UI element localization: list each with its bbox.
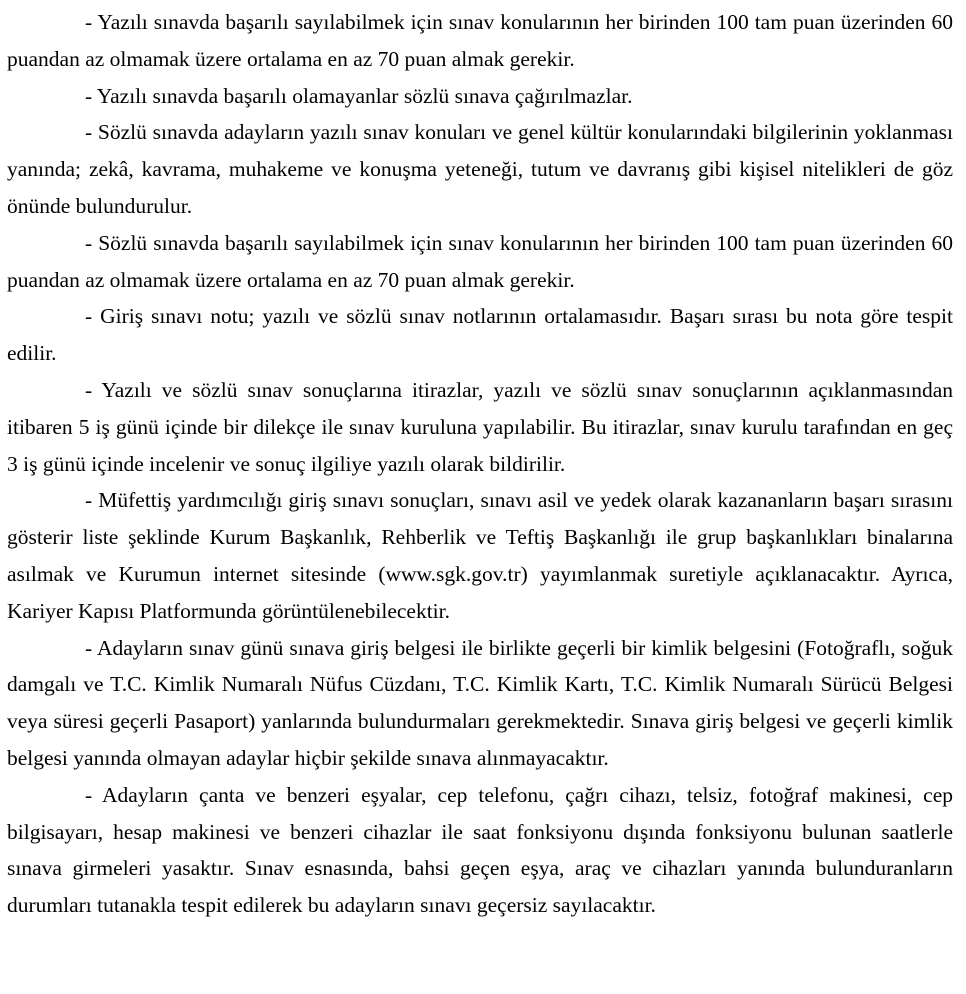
paragraph-oral-exam-evaluation: - Sözlü sınavda adayların yazılı sınav konuları ve genel kültür konularındaki bilgilerinin yoklanması yanında; zekâ, kavrama, muhakeme ve konuşma yeteneği, tutum ve davranış gibi kişisel nitelikleri de göz önünde bulundurulur.: [7, 120, 953, 218]
paragraph-entrance-exam-grade: - Giriş sınavı notu; yazılı ve sözlü sınav notlarının ortalamasıdır. Başarı sırası bu nota göre tespit edilir.: [7, 304, 953, 366]
paragraph-results-announcement: - Müfettiş yardımcılığı giriş sınavı sonuçları, sınavı asil ve yedek olarak kazananların başarı sırasını gösterir liste şeklinde Kurum Başkanlık, Rehberlik ve Teftiş Başkanlığı ile grup başkanlıkları binalarına asılmak ve Kurumun internet sitesinde (www.sgk.gov.tr) yayımlanmak suretiyle açıklanacaktır. Ayrıca, Kariyer Kapısı Platformunda görüntülenebilecektir.: [7, 488, 953, 623]
paragraph-written-exam-passing-score: - Yazılı sınavda başarılı sayılabilmek için sınav konularının her birinden 100 tam puan üzerinden 60 puandan az olmamak üzere ortalama en az 70 puan almak gerekir.: [7, 10, 953, 71]
paragraph-identity-documents: - Adayların sınav günü sınava giriş belgesi ile birlikte geçerli bir kimlik belgesini (Fotoğraflı, soğuk damgalı ve T.C. Kimlik Numaralı Nüfus Cüzdanı, T.C. Kimlik Kartı, T.C. Kimlik Numaralı Sürücü Belgesi veya süresi geçerli Pasaport) yanlarında bulundurmaları gerekmektedir. Sınava giriş belgesi ve geçerli kimlik belgesi yanında olmayan adaylar hiçbir şekilde sınava alınmayacaktır.: [7, 635, 953, 770]
paragraph-prohibited-items: - Adayların çanta ve benzeri eşyalar, cep telefonu, çağrı cihazı, telsiz, fotoğraf makinesi, cep bilgisayarı, hesap makinesi ve benzeri cihazlar ile saat fonksiyonu dışında fonksiyonu bulunan saatlerle sınava girmeleri yasaktır. Sınav esnasında, bahsi geçen eşya, araç ve cihazları yanında bulunduranların durumları tutanakla tespit edilerek bu adayların sınavı geçersiz sayılacaktır.: [7, 782, 953, 918]
paragraph-objections: - Yazılı ve sözlü sınav sonuçlarına itirazlar, yazılı ve sözlü sınav sonuçlarının açıklanmasından itibaren 5 iş günü içinde bir dilekçe ile sınav kuruluna yapılabilir. Bu itirazlar, sınav kurulu tarafından en geç 3 iş günü içinde incelenir ve sonuç ilgiliye yazılı olarak bildirilir.: [7, 377, 953, 476]
paragraph-oral-exam-passing-score: - Sözlü sınavda başarılı sayılabilmek için sınav konularının her birinden 100 tam puan üzerinden 60 puandan az olmamak üzere ortalama en az 70 puan almak gerekir.: [7, 230, 953, 292]
paragraph-written-exam-failures: - Yazılı sınavda başarılı olamayanlar sözlü sınava çağırılmazlar.: [85, 83, 633, 108]
